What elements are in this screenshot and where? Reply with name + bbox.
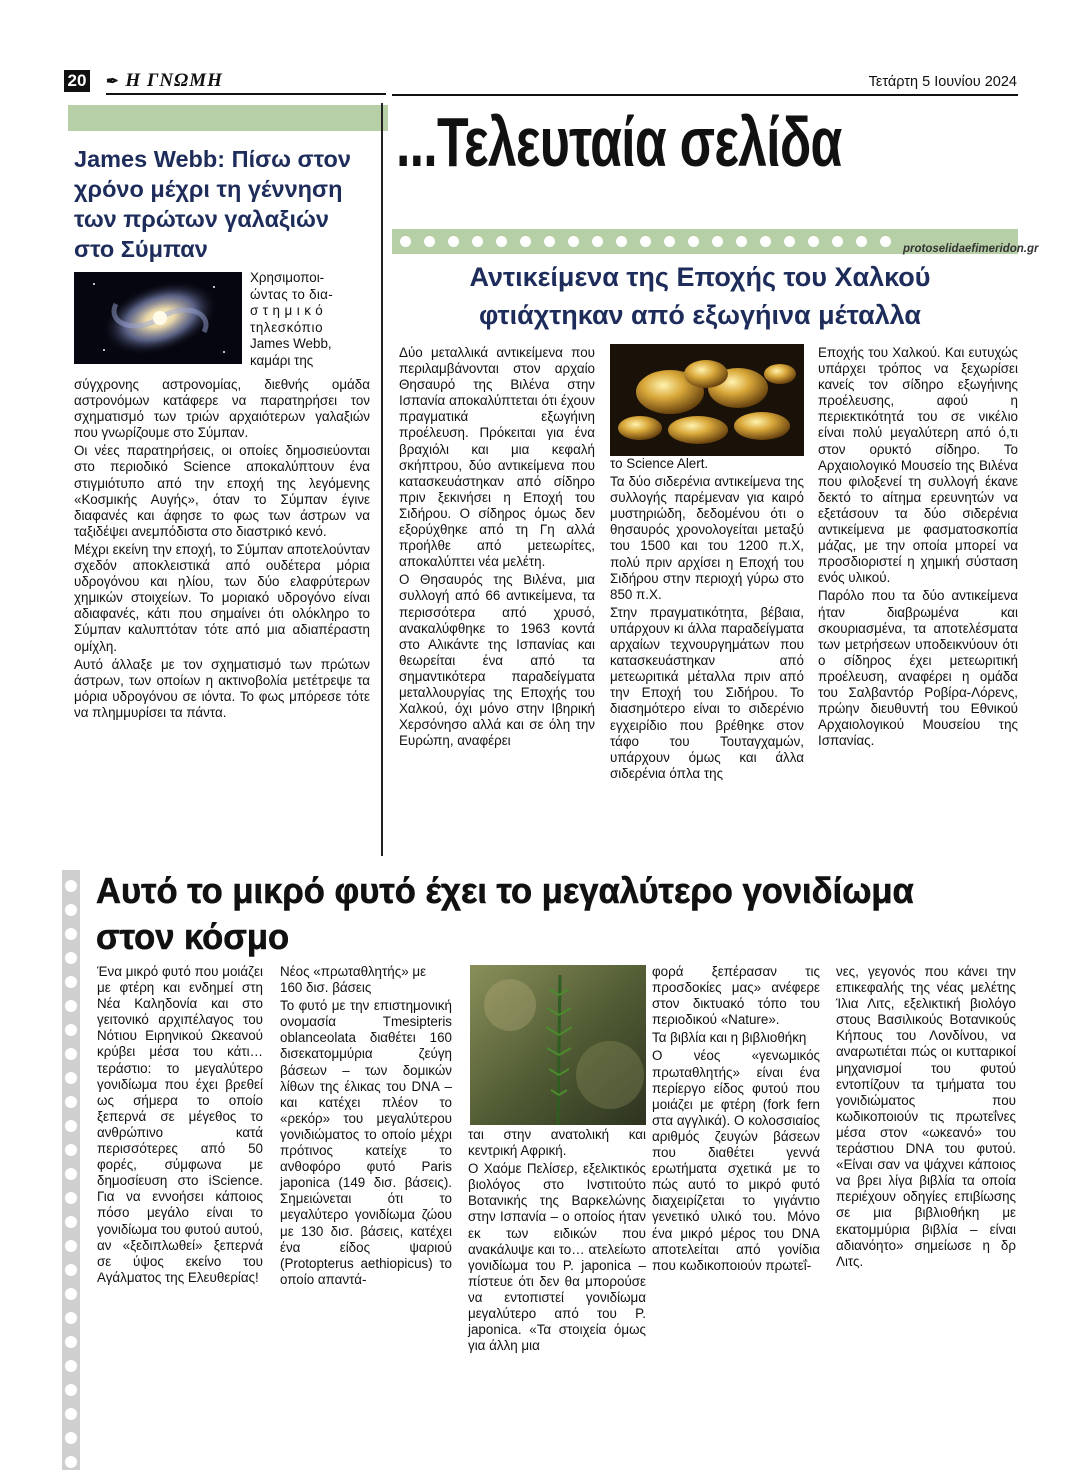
- hole-icon: [65, 1120, 77, 1132]
- paragraph: Το φυτό με την επιστημονική ονομασία Tmesipteris oblanceolata διαθέτει 160 δισεκατομμύρια ζεύγη βάσεων – των δομικών λίθων της έλικας του DNA – και κατέχει πλέον το «ρεκόρ» του μεγαλύτερου γονιδιώματος το οποίο μέχρι πρότινος κατείχε το ανθοφόρο φυτό Paris japonica (149 δισ. βάσεις). Σημειώνεται ότι το μεγαλύτερο γονιδίωμα ζώου με 130 δισ. βάσεις, κατέχει ένα είδος ψαριού (Protopterus aethiopicus) το οποίο απαντά-: [280, 998, 452, 1287]
- gold-treasure-image: [610, 344, 804, 456]
- paragraph: Εποχής του Χαλκού. Και ευτυχώς υπάρχει τρόπος να ξεχωρίσει κανείς τον σίδηρο εξωγήινης προέλευσης, αφού η περιεκτικότητά του σε νικέλιο είναι πολύ μεγαλύτερη από ό,τι στον ορυκτό σίδηρο. Το Αρχαιολογικό Μουσείο της Βιλένα που φιλοξενεί τη συλλογή έκανε δεκτό το αίτημα ερευνητών να εξετάσουν τα δύο σιδερένια αντικείμενα με φασματοσκοπία μάζας, με την οποία μπορεί να προσδιοριστεί η χημική σύσταση ενός υλικού.: [818, 345, 1018, 586]
- subheading: Τα βιβλία και η βιβλιοθήκη: [652, 1030, 807, 1046]
- paragraph: Οι νέες παρατηρήσεις, οι οποίες δημοσιεύονται στο περιοδικό Science αποκαλύπτουν ένα στιγμιότυπο από την εποχή της λεγόμενης «Κοσμικής Αυγής», όταν το Σύμπαν έγινε διαφανές και άφησε το φως των άστρων να ταξιδέψει ανεμπόδιστα στο διαστρικό κενό.: [74, 443, 370, 539]
- hole-icon: [65, 1096, 77, 1108]
- paragraph: σύγχρονης αστρονομίας, διεθνής ομάδα αστρονόμων κατάφερε να παρατηρήσει τον σχηματισμό των τριών αρχαιότερων γαλαξιών που γνωρίζουμε στο Σύμπαν.: [74, 377, 370, 441]
- beside-line: καμάρι της: [250, 352, 314, 368]
- hole-icon: [65, 976, 77, 988]
- title-line: Αυτό το μικρό φυτό έχει το μεγαλύτερο γονιδίωμα: [96, 870, 914, 911]
- hole-icon: [65, 1312, 77, 1324]
- dot-icon: [544, 236, 555, 247]
- paragraph: Παρόλο που τα δύο αντικείμενα ήταν διαβρωμένα και σκουριασμένα, τα αποτελέσματα των μετρήσεων υποδεικνύουν ότι ο σίδηρος έχει μετεωριτική προέλευση, αναφέρει η ομάδα του Σαλβαντόρ Ροβίρα-Λόρενς, πρώην διευθυντή του Εθνικού Αρχαιολογικού Μουσείου της Ισπανίας.: [818, 588, 1018, 749]
- section-title: ...Τελευταία σελίδα: [396, 103, 842, 181]
- dot-icon: [640, 236, 651, 247]
- hole-icon: [65, 1264, 77, 1276]
- paragraph: Ο νέος «γενωμικός πρωταθλητής» είναι ένα περίεργο είδος φυτού που μοιάζει με φτέρη (fork fern στα αγγλικά). Ο κολοσσιαίος αριθμός ζευγών βάσεων που διαθέτει γεννά ερωτήματα σχετικά με το πώς αυτό το μικρό φυτό διαχειρίζεται το γιγάντιο γενετικό υλικό του. Μόνο ένα μικρό μέρος του DNA αποτελείται από γονίδια που κωδικοποιούν πρωτεΐ-: [652, 1048, 820, 1273]
- beside-line: James Webb,: [250, 336, 332, 351]
- paragraph: Νέος «πρωταθλητής» με 160 δισ. βάσεις: [280, 964, 427, 996]
- paragraph: Ένα μικρό φυτό που μοιάζει με φτέρη και ενδημεί στη Νέα Καληδονία και στο γειτονικό αρχιπέλαγος του Νότιου Ειρηνικού Ωκεανού κρύβει μέσα του κάτι… τεράστιο: το μεγαλύτερο γονιδίωμα που έχει βρεθεί ως σήμερα το οποίο ξεπερνά σε μέγεθος το ανθρώπινο κατά περισσότερες από 50 φορές, σύμφωνα με δημοσίευση στο iScience. Για να εννοήσει κάποιος πόσο μεγάλο είναι το γονιδίωμα του φυτού αυτού, αν «ξεδιπλωθεί» ξεπερνά σε ύψος εκείνο του Αγάλματος της Ελευθερίας!: [97, 964, 263, 1285]
- paragraph: Αυτό άλλαξε με τον σχηματισμό των πρώτων άστρων, των οποίων η ακτινοβολία μετέτρεψε τα μόρια υδρογόνου σε ιόντα. Το φως μπόρεσε τότε να πλημμυρίσει τα πάντα.: [74, 656, 370, 720]
- newspaper-logo: [106, 70, 223, 92]
- paragraph: Μέχρι εκείνη την εποχή, το Σύμπαν αποτελούνταν σχεδόν αποκλειστικά από ουδέτερα μόρια υδρογόνου και ηλίου, των δύο ελαφρύτερων χημικών στοιχείων. Το μοριακό υδρογόνο είναι αδιαφανές, κάτι που σημαίνει ότι ολόκληρο το Σύμπαν καλυπτόταν τότε από μια αδιαπέραστη ομίχλη.: [74, 541, 370, 654]
- paragraph: Δύο μεταλλικά αντικείμενα που περιλαμβάνονται στον αρχαίο Θησαυρό της Βιλένα στην Ισπανία αποκαλύπτεται ότι έχουν πραγματικά εξωγήινη προέλευση. Πρόκειται για ένα βραχιόλι και μια κεφαλή σκήπτρου, δύο αντικείμενα που κατασκευάστηκαν από σίδηρο πριν ξεκινήσει η Εποχή του Σιδήρου. Ο σίδηρος όμως δεν εξορύχθηκε από τη Γη αλλά προήλθε από μετεωρίτες, αποκαλύπτει νέα μελέτη.: [399, 345, 595, 570]
- dot-icon: [736, 236, 747, 247]
- hole-icon: [65, 904, 77, 916]
- dot-icon: [520, 236, 531, 247]
- paragraph: φορά ξεπέρασαν τις προσδοκίες μας» ανέφερε στον δικτυακό τόπο του περιοδικού «Nature».: [652, 964, 820, 1028]
- hole-icon: [65, 880, 77, 892]
- hole-icon: [65, 1072, 77, 1084]
- hole-icon: [65, 1408, 77, 1420]
- bronze-col-2: [610, 456, 804, 782]
- plant-col-3: [468, 1127, 646, 1354]
- column-divider: [381, 103, 383, 856]
- dot-icon: [760, 236, 771, 247]
- issue-date: Τετάρτη 5 Ιουνίου 2024: [868, 74, 1017, 90]
- dot-icon: [688, 236, 699, 247]
- hole-icon: [65, 1216, 77, 1228]
- dot-icon: [448, 236, 459, 247]
- dot-icon: [808, 236, 819, 247]
- hole-icon: [65, 1048, 77, 1060]
- plant-col-2: [280, 964, 452, 1288]
- bronze-col-1: [399, 345, 595, 749]
- beside-line: τηλεσκόπιο: [250, 319, 324, 335]
- webb-article-title: James Webb: Πίσω στον χρόνο μέχρι τη γέννηση των πρώτων γαλαξιών στο Σύμπαν: [74, 146, 351, 262]
- paragraph: νες, γεγονός που κάνει την επικεφαλής της νέας μελέτης Ίλια Λιτς, εξελικτική βιολόγο στους Βασιλικούς Βοτανικούς Κήπους του Λονδίνου, να αναρωτιέται πώς οι κυτταρικοί μηχανισμοί του φυτού εντοπίζουν τα τμήματα του γονιδιώματος που κωδικοποιούν τις πρωτεΐνες μέσα στον «ωκεανό» του τεράστιου DNA του φυτού. «Είναι σαν να ψάχνει κάποιος να βρει λίγα βιβλία τα οποία περιέχουν οδηγίες επιβίωσης σε μια βιβλιοθήκη με εκατομμύρια βιβλία – είναι αδιανόητο» σημείωσε η δρ Λιτς.: [836, 964, 1016, 1269]
- beside-line: ώντας το δια-: [250, 286, 333, 302]
- dot-icon: [784, 236, 795, 247]
- dot-icon: [400, 236, 411, 247]
- quill-icon: ✒: [106, 74, 120, 90]
- plant-col-1: [97, 964, 263, 1286]
- title-line: στον κόσμο: [96, 916, 290, 957]
- hole-icon: [65, 1168, 77, 1180]
- bronze-article-title: [400, 258, 1000, 334]
- hole-icon: [65, 1192, 77, 1204]
- dot-icon: [472, 236, 483, 247]
- dot-icon: [616, 236, 627, 247]
- dot-icon: [880, 236, 891, 247]
- spiral-galaxy-icon: [74, 272, 242, 364]
- plant-col-4: [652, 964, 820, 1274]
- hole-icon: [65, 1432, 77, 1444]
- title-line: φτιάχτηκαν από εξωγήινα μέταλλα: [478, 300, 921, 330]
- dot-icon: [832, 236, 843, 247]
- dot-icon: [424, 236, 435, 247]
- hole-icon: [65, 1024, 77, 1036]
- dot-icon: [712, 236, 723, 247]
- section-band: [68, 105, 388, 131]
- page-number: 20: [64, 70, 90, 92]
- hole-icon: [65, 928, 77, 940]
- paragraph: το Science Alert.: [610, 456, 709, 471]
- plant-col-5: [836, 964, 1016, 1270]
- webb-article-body: [74, 377, 370, 721]
- dot-icon: [568, 236, 579, 247]
- paragraph: Στην πραγματικότητα, βέβαια, υπάρχουν κι άλλα παραδείγματα αρχαίων τεχνουργημάτων που κατασκευάστηκαν από μετεωριτικά μέταλλα πριν από την Εποχή του Σιδήρου. Το διασημότερο είναι το σιδερένιο εγχειρίδιο που βρέθηκε στον τάφο του Τουταγχαμών, υπάρχουν όμως και άλλα σιδερένια όπλα της: [610, 604, 804, 781]
- hole-icon: [65, 1000, 77, 1012]
- galaxy-image: [74, 272, 242, 364]
- logo-text: Η ΓΝΩΜΗ: [125, 70, 223, 91]
- bronze-col-3: [818, 345, 1018, 749]
- gold-treasure-icon: [610, 344, 804, 456]
- dot-icon: [592, 236, 603, 247]
- source-credit: protoselidaefimeridon.gr: [903, 243, 1039, 255]
- hole-icon: [65, 1360, 77, 1372]
- fern-plant-icon: [470, 965, 646, 1125]
- dot-icon: [664, 236, 675, 247]
- fern-plant-image: [470, 965, 646, 1125]
- title-line: Αντικείμενα της Εποχής του Χαλκού: [469, 262, 931, 292]
- paragraph: Ο Θησαυρός της Βιλένα, μια συλλογή από 66 αντικείμενα, τα περισσότερα από χρυσό, ανακαλύφθηκε το 1963 κοντά στο Αλικάντε της Ισπανίας και θεωρείται ένα από τα σημαντικότερα παραδείγματα μεταλλουργίας της Εποχής του Χαλκού, όχι μόνο στην Ιβηρική Χερσόνησο αλλά και σε όλη την Ευρώπη, αναφέρει: [399, 572, 595, 749]
- dot-icon: [856, 236, 867, 247]
- logo-underline: [106, 93, 386, 95]
- hole-icon: [65, 1384, 77, 1396]
- hole-icon: [65, 1240, 77, 1252]
- hole-icon: [65, 1144, 77, 1156]
- dot-icon: [496, 236, 507, 247]
- beside-line: στημικό: [250, 303, 328, 318]
- paragraph: Ο Χαόμε Πελίσερ, εξελικτικός βιολόγος στο Ινστιτούτο Βοτανικής της Βαρκελώνης στην Ισπανία – ο οποίος ήταν εκ των ειδικών που ανακάλυψε και το… ατελείωτο γονιδίωμα του P. japonica – πίστευε ότι δεν θα μπορούσε να εντοπιστεί γονιδίωμα μεγαλύτερο από του P. japonica. «Τα στοιχεία όμως για άλλη μια: [468, 1161, 646, 1354]
- plant-article-title: [96, 868, 979, 960]
- hole-icon: [65, 1456, 77, 1468]
- hole-icon: [65, 1288, 77, 1300]
- webb-beside-image: [250, 270, 370, 369]
- paragraph: Τα δύο σιδερένια αντικείμενα της συλλογής παρέμεναν για καιρό μυστηριώδη, δεδομένου ότι ο θησαυρός χρονολογείται μεταξύ του 1500 και του 1200 π.Χ, πολύ πριν αρχίσει η Εποχή του Σιδήρου στην περιοχή γύρω στο 850 π.Χ.: [610, 474, 804, 602]
- paragraph: ται στην ανατολική και κεντρική Αφρική.: [468, 1127, 646, 1159]
- hole-icon: [65, 1336, 77, 1348]
- hole-icon: [65, 952, 77, 964]
- perforated-border: [62, 870, 80, 1470]
- beside-line: Χρησιμοποι-: [250, 270, 325, 285]
